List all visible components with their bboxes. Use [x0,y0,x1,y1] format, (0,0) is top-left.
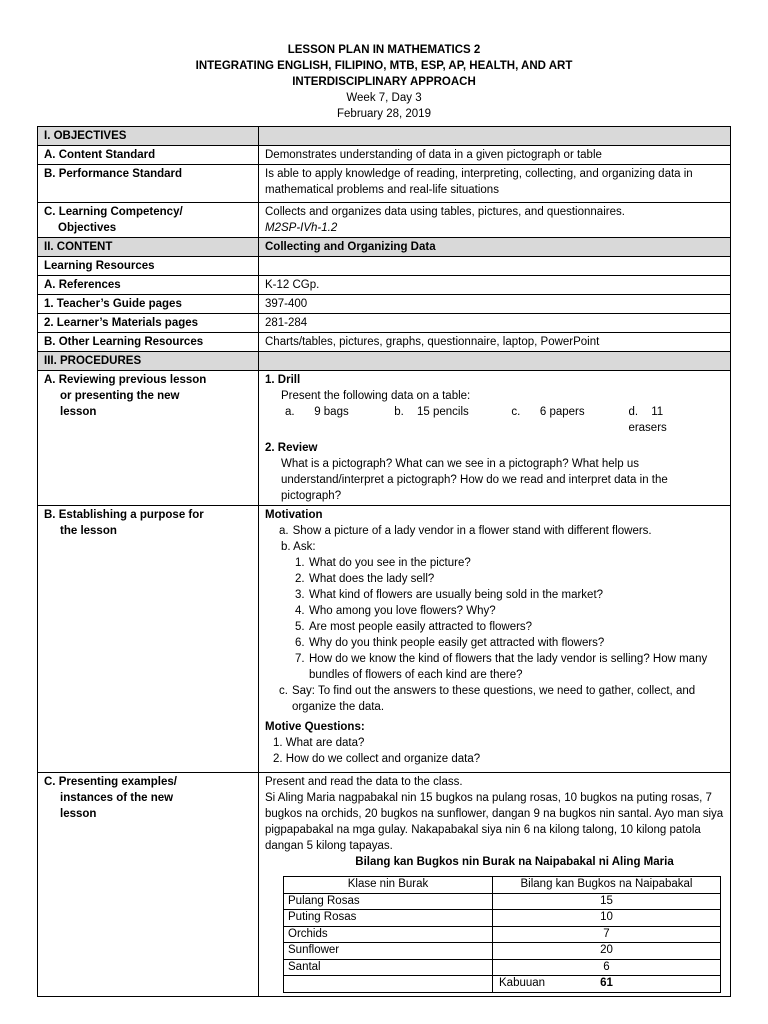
competency-label: C. Learning Competency/ Objectives [38,203,259,238]
other-resources-value: Charts/tables, pictures, graphs, questionnaire, laptop, PowerPoint [259,333,731,352]
table-header: Bilang kan Bugkos na Naipabakal [493,877,721,894]
reviewing-row [38,371,731,506]
ask-question: 5. Are most people easily attracted to flowers? [295,621,533,633]
presenting-row [38,773,731,997]
motivation-item-a: a. Show a picture of a lady vendor in a flower stand with different flowers. [279,525,652,537]
ask-question: 7. How do we know the kind of flowers that the lady vendor is selling? How many bundles of flowers of each kind are there? [295,653,708,681]
subtitle-line: INTEGRATING ENGLISH, FILIPINO, MTB, ESP, AP, HEALTH, AND ART [195,60,573,72]
learners-materials-row [38,314,731,333]
motivation-item-c: c. Say: To find out the answers to these questions, we need to gather, collect, and organize the data. [279,685,696,713]
drill-item: a. 9 bags [285,406,349,418]
motivation-item-b: b. Ask: [281,541,316,553]
content-standard-label: A. Content Standard [38,146,259,165]
table-row: Puting Rosas 10 [284,910,721,927]
presenting-label: C. Presenting examples/ instances of the new lesson [38,773,259,997]
motive-question: 2. How do we collect and organize data? [273,753,481,765]
document-header [0,42,768,122]
drill-item: d. 11 erasers [628,406,667,434]
week-line: Week 7, Day 3 [346,92,422,104]
references-row [38,276,731,295]
review-text: What is a pictograph? What can we see in a pictograph? What help us understand/interpret a pictograph? How do we read and interpret data in the pictograph? [281,458,668,502]
references-label: A. References [38,276,259,295]
purpose-label: B. Establishing a purpose for the lesson [38,506,259,773]
table-row: Orchids 7 [284,926,721,943]
total-value: 61 [600,977,613,989]
learning-resources-label: Learning Resources [38,257,259,276]
table-row: Sunflower 20 [284,943,721,960]
table-row: Pulang Rosas 15 [284,893,721,910]
competency-value: Collects and organizes data using tables, pictures, and questionnaires. M2SP-IVh-1.2 [259,203,731,238]
table-caption: Bilang kan Bugkos nin Burak na Naipabakal ni Aling Maria [355,856,674,868]
ask-question: 1. What do you see in the picture? [295,557,471,569]
motivation-title: Motivation [265,509,323,521]
content-section-row [38,238,731,257]
table-header: Klase nin Burak [284,877,493,894]
date-line: February 28, 2019 [337,108,431,120]
competency-code: M2SP-IVh-1.2 [265,222,338,234]
content-standard-value: Demonstrates understanding of data in a given pictograph or table [259,146,731,165]
content-heading: II. CONTENT [38,238,259,257]
procedures-section-row [38,352,731,371]
ask-question: 6. Why do you think people easily get attracted with flowers? [295,637,605,649]
approach-line: INTERDISCIPLINARY APPROACH [292,76,476,88]
table-total-row [284,976,721,993]
purpose-row [38,506,731,773]
drill-text: Present the following data on a table: [281,390,471,402]
lesson-plan-table [37,126,731,997]
procedures-heading: III. PROCEDURES [38,352,259,371]
other-resources-label: B. Other Learning Resources [38,333,259,352]
drill-items [265,404,724,436]
performance-standard-value: Is able to apply knowledge of reading, interpreting, collecting, and organizing data in mathematical problems and real-life situations [259,165,731,203]
learners-materials-label: 2. Learner’s Materials pages [38,314,259,333]
motive-question: 1. What are data? [273,737,365,749]
learning-resources-row [38,257,731,276]
drill-item: b. 15 pencils [394,406,469,418]
ask-question: 4. Who among you love flowers? Why? [295,605,496,617]
reviewing-label: A. Reviewing previous lesson or presenting the new lesson [38,371,259,506]
reviewing-content [259,371,731,506]
table-row: Santal 6 [284,959,721,976]
teachers-guide-pages: 397-400 [259,295,731,314]
references-value: K-12 CGp. [259,276,731,295]
story-paragraph: Si Aling Maria nagpabakal nin 15 bugkos na pulang rosas, 10 bugkos na puting rosas, 7 bugkos na orchids, 20 bugkos na sunflower, dangan 9 na bugkos nin santal. Ayo man siya pigpapabakal na mga gulay. Nakapabakal siya nin 6 na kilong talong, 10 kilong patola dangan 5 kilong tapayas. [265,792,724,852]
ask-question: 2. What does the lady sell? [295,573,435,585]
competency-row [38,203,731,238]
table-header-row [284,877,721,894]
drill-item: c. 6 papers [511,406,585,418]
flower-data-table [283,876,721,993]
content-topic: Collecting and Organizing Data [259,238,731,257]
present-text: Present and read the data to the class. [265,776,463,788]
teachers-guide-row [38,295,731,314]
presenting-content [259,773,731,997]
total-label: Kabuuan [499,977,546,989]
other-resources-row [38,333,731,352]
teachers-guide-label: 1. Teacher’s Guide pages [38,295,259,314]
motive-questions-title: Motive Questions: [265,721,365,733]
performance-standard-row [38,165,731,203]
ask-question: 3. What kind of flowers are usually being sold in the market? [295,589,604,601]
content-standard-row [38,146,731,165]
objectives-section-row [38,127,731,146]
performance-standard-label: B. Performance Standard [38,165,259,203]
title-line: LESSON PLAN IN MATHEMATICS 2 [287,44,481,56]
objectives-heading: I. OBJECTIVES [38,127,259,146]
review-title: 2. Review [265,442,318,454]
purpose-content [259,506,731,773]
drill-title: 1. Drill [265,374,301,386]
learners-materials-pages: 281-284 [259,314,731,333]
